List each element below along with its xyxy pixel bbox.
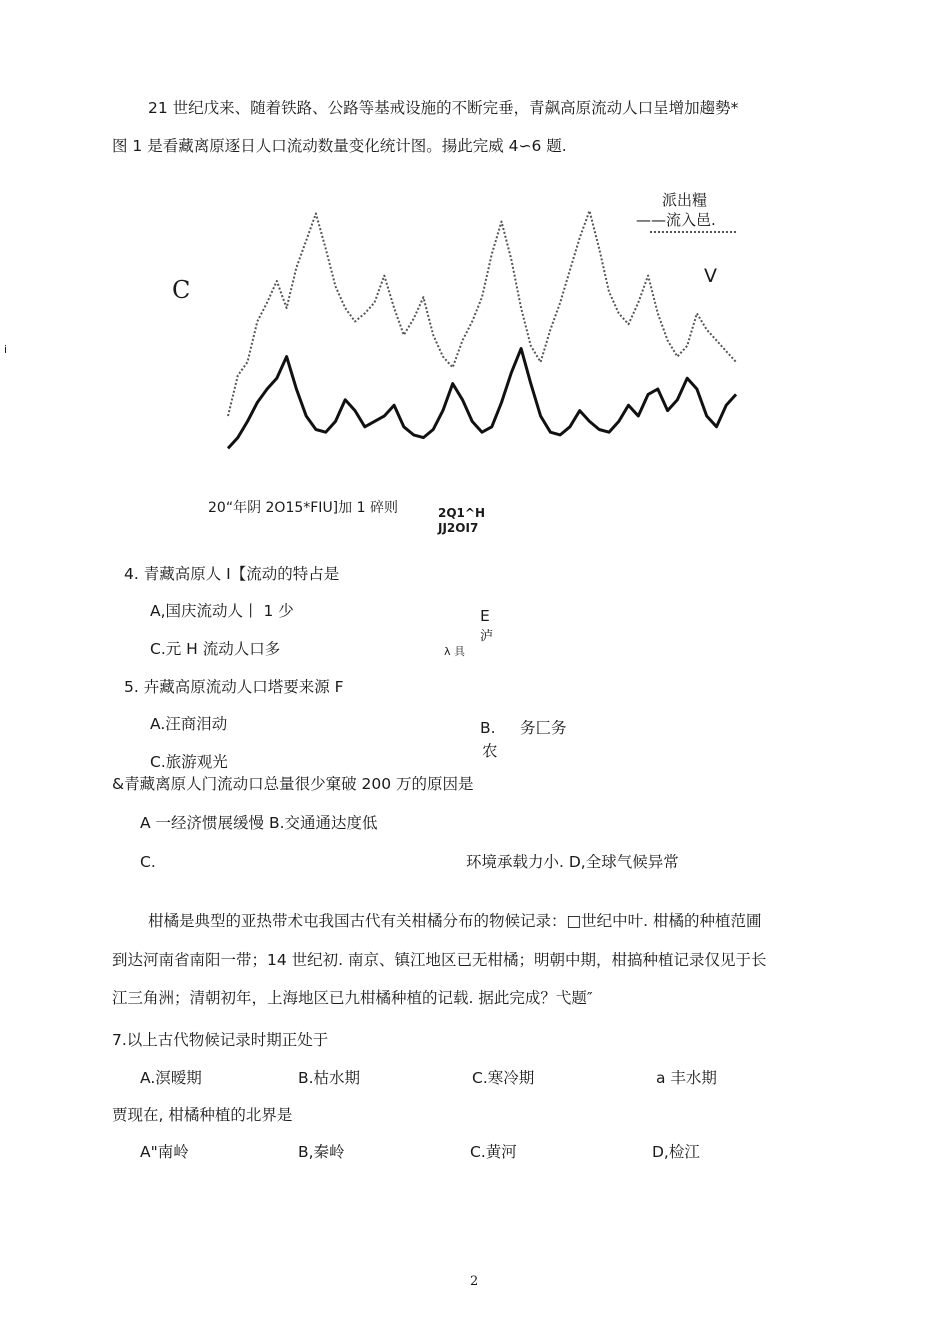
q6-stem: &青藏离原人门流动口总量很少窠破 200 万的原因是: [112, 775, 474, 793]
q5-option-a: A.汪商泪动: [150, 715, 228, 733]
q5-option-b-sub: 农: [482, 742, 498, 760]
q4-option-d-fragment: λ 具: [444, 645, 466, 658]
x-axis-label-right-2: JJ2OI7: [438, 521, 479, 535]
q8-option-d: D,检江: [652, 1143, 700, 1161]
q8-option-a: A"南岭: [140, 1143, 189, 1161]
q4-option-b-fragment: E: [480, 607, 490, 625]
q7-option-a: A.溟暧期: [140, 1069, 202, 1087]
q7-option-d: a 丰水期: [656, 1069, 717, 1087]
passage-line-1: 柑橘是典型的亚热带术屯我国古代有关柑橘分布的物候记录：□世纪中叶. 柑橘的种植范圃: [148, 912, 762, 930]
q7-option-c: C.寒冷期: [472, 1069, 535, 1087]
series-line-outflow: [228, 211, 736, 416]
q5-option-c: C.旅游观光: [150, 753, 228, 771]
x-axis-label-right-1: 2Q1^H: [438, 506, 485, 520]
intro-line-1: 21 世纪戊来、随着铁路、公路等基戒设施的不断完垂，青飙高原流动人口呈增加趨勢*: [148, 99, 739, 117]
passage-line-3: 江三角洲；清朝初年，上海地区已九柑橘种植的记载. 据此完成？弋题″: [112, 989, 593, 1007]
q4-stem: 4. 青藏高原人 I【流动的特占是: [124, 565, 340, 583]
q8-option-c: C.黄河: [470, 1143, 517, 1161]
q8-stem: 贾现在, 柑橘种植的北界是: [112, 1106, 293, 1124]
q4-option-a: A,国庆流动人丨 1 少: [150, 602, 294, 620]
page-number: 2: [470, 1274, 479, 1289]
q6-options-ab: A 一经济惯展缓慢 B.交通通达度低: [140, 814, 378, 832]
q5-option-b-text: 务匚务: [520, 719, 567, 737]
q5-option-b-label: B.: [480, 719, 496, 737]
q4-option-c: C.元 H 流动人口多: [150, 640, 281, 658]
chart-lines: [228, 211, 736, 449]
passage-line-2: 到达河南省南阳一带；14 世纪初. 南京、镇江地区已无柑橘；明朝中期，柑搞种植记录仅见于长: [112, 951, 767, 969]
q7-option-b: B.枯水期: [298, 1069, 361, 1087]
figure-edge-mark: i: [4, 343, 8, 356]
intro-line-2: 图 1 是看藏离原逐日人口流动数量变化统计图。揚此完威 4∽6 题.: [112, 137, 567, 155]
legend-title: 派出糧: [662, 191, 708, 209]
x-axis-label-left: 20“年阴 2O15*FIU]加 1 碎则: [208, 500, 398, 516]
figure-right-mark: V: [704, 265, 717, 287]
figure-left-mark: C: [172, 276, 191, 304]
q6-options-cd: 环境承载力小. D,全球气候异常: [466, 853, 679, 871]
legend-dotted-swatch: [650, 231, 736, 235]
legend-item: ——流入邑.: [636, 211, 716, 229]
series-line-inflow: [228, 349, 736, 449]
q6-option-c-label: C.: [140, 853, 156, 871]
q5-stem: 5. 卉藏高原流动人口塔要来源 F: [124, 678, 344, 696]
q7-stem: 7.以上古代物候记录时期正处于: [112, 1031, 329, 1049]
q8-option-b: B,秦岭: [298, 1143, 345, 1161]
q4-option-b-fragment-2: 泸: [480, 629, 494, 644]
